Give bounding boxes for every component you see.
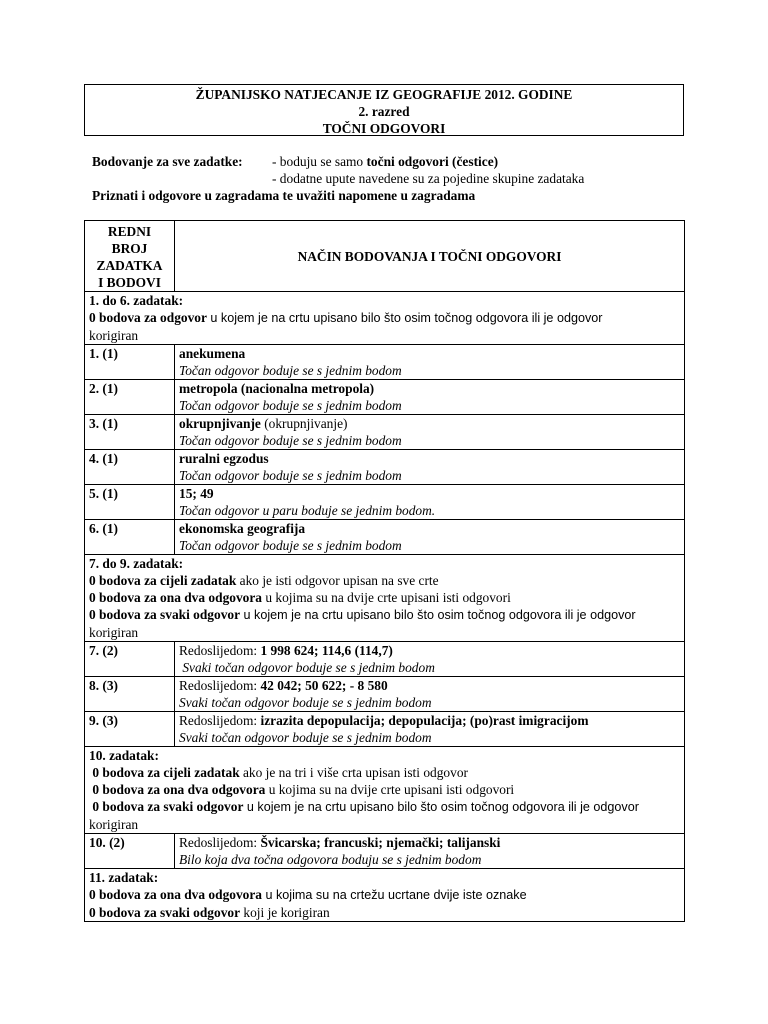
task-number: 2. (1) [85,380,175,415]
section-rule: 0 bodova za svaki odgovor u kojem je na crtu upisano bilo što osim točnog odgovora ili je odgovor [89,799,639,814]
scoring-note: Točan odgovor boduje se s jednim bodom [179,433,402,448]
alternate-answer: (okrupnjivanje) [260,416,348,431]
section-rule: 0 bodova za odgovor u kojem je na crtu upisano bilo što osim točnog odgovora ili je odgovor [89,310,603,325]
task-number: 3. (1) [85,415,175,450]
scoring-note: Točan odgovor u paru boduje se jednim bodom. [179,503,436,518]
table-row: 8. (3) Redoslijedom: 42 042; 50 622; - 8 580 Svaki točan odgovor boduje se s jednim bodom [85,677,685,712]
task-number: 6. (1) [85,520,175,555]
answers-table [84,220,685,922]
scoring-note: Bilo koja dva točna odgovora boduju se s jednim bodom [179,852,482,867]
correct-answer: ekonomska geografija [179,521,306,536]
section-tasks-1-6 [85,292,685,345]
scoring-note: Svaki točan odgovor boduje se s jednim bodom [179,730,432,745]
table-row [85,520,685,555]
correct-answer: ruralni egzodus [179,451,269,466]
section-rule: 0 bodova za ona dva odgovora u kojima su na dvije crte upisani isti odgovori [89,590,511,605]
section-rule: 0 bodova za ona dva odgovora u kojima su na crtežu ucrtane dvije iste oznake [89,887,527,902]
section-rule: 0 bodova za svaki odgovor koji je korigiran [89,905,330,920]
task-number: 8. (3) [85,677,175,712]
scoring-rule-2: - dodatne upute navedene su za pojedine skupine zadataka [272,171,585,186]
table-row: 9. (3) Redoslijedom: izrazita depopulacija; depopulacija; (po)rast imigracijom Svaki točan odgovor boduje se s jednim bodom [85,712,685,747]
correct-answer: anekumena [179,346,246,361]
scoring-note: Točan odgovor boduje se s jednim bodom [179,538,402,553]
table-header-row [85,221,685,292]
task-number: 10. (2) [85,834,175,869]
scoring-note: Točan odgovor boduje se s jednim bodom [179,363,402,378]
task-number: 9. (3) [85,712,175,747]
section-tasks-7-9 [85,555,685,642]
section-rule-cont: korigiran [89,625,139,640]
correct-answer: 15; 49 [179,486,214,501]
scoring-label: Bodovanje za sve zadatke: [92,154,243,169]
scoring-note: Svaki točan odgovor boduje se s jednim bodom [179,660,435,675]
table-row [85,345,685,380]
correct-answer: metropola (nacionalna metropola) [179,381,375,396]
scoring-note: Točan odgovor boduje se s jednim bodom [179,398,402,413]
scoring-rule-1: - boduju se samo točni odgovori (čestice) [272,154,499,169]
scoring-rules [92,153,692,204]
column-header-task: REDNI BROJ ZADATKA I BODOVI [85,221,175,292]
section-rule: 0 bodova za ona dva odgovora u kojima su na dvije crte upisani isti odgovori [89,782,515,797]
task-number: 7. (2) [85,642,175,677]
document-header [84,84,684,136]
competition-title: ŽUPANIJSKO NATJECANJE IZ GEOGRAFIJE 2012. GODINE [195,87,573,102]
table-row [85,485,685,520]
table-row: 10. (2) Redoslijedom: Švicarska; francuski; njemački; talijanski Bilo koja dva točna odgovora boduju se s jednim bodom [85,834,685,869]
section-rule-cont: korigiran [89,328,139,343]
grade-label: 2. razred [358,104,410,119]
section-rule-cont: korigiran [89,817,139,832]
scoring-note: Točan odgovor boduje se s jednim bodom [179,468,402,483]
section-rule: 0 bodova za cijeli zadatak ako je na tri i više crta upisan isti odgovor [89,765,468,780]
table-row: 7. (2) Redoslijedom: 1 998 624; 114,6 (114,7) Svaki točan odgovor boduje se s jednim bodom [85,642,685,677]
task-number: 5. (1) [85,485,175,520]
section-title: 11. zadatak: [89,870,159,885]
task-number: 4. (1) [85,450,175,485]
answers-title: TOČNI ODGOVORI [322,121,446,136]
correct-answer: Švicarska; francuski; njemački; talijanski [260,835,501,850]
correct-answer: okrupnjivanje [179,416,261,431]
table-row [85,380,685,415]
section-rule: 0 bodova za cijeli zadatak ako je isti odgovor upisan na sve crte [89,573,439,588]
section-title: 10. zadatak: [89,748,159,763]
correct-answer: 1 998 624; 114,6 (114,7) [260,643,393,658]
correct-answer: 42 042; 50 622; - 8 580 [260,678,388,693]
section-title: 1. do 6. zadatak: [89,293,184,308]
task-number: 1. (1) [85,345,175,380]
scoring-note: Priznati i odgovore u zagradama te uvažiti napomene u zagradama [92,188,476,203]
section-task-11 [85,869,685,922]
section-rule: 0 bodova za svaki odgovor u kojem je na crtu upisano bilo što osim točnog odgovora ili je odgovor [89,607,636,622]
column-header-method: NAČIN BODOVANJA I TOČNI ODGOVORI [175,221,685,292]
table-row [85,450,685,485]
table-row [85,415,685,450]
correct-answer: izrazita depopulacija; depopulacija; (po)rast imigracijom [260,713,589,728]
section-task-10 [85,747,685,834]
scoring-note: Svaki točan odgovor boduje se s jednim bodom [179,695,432,710]
section-title: 7. do 9. zadatak: [89,556,184,571]
